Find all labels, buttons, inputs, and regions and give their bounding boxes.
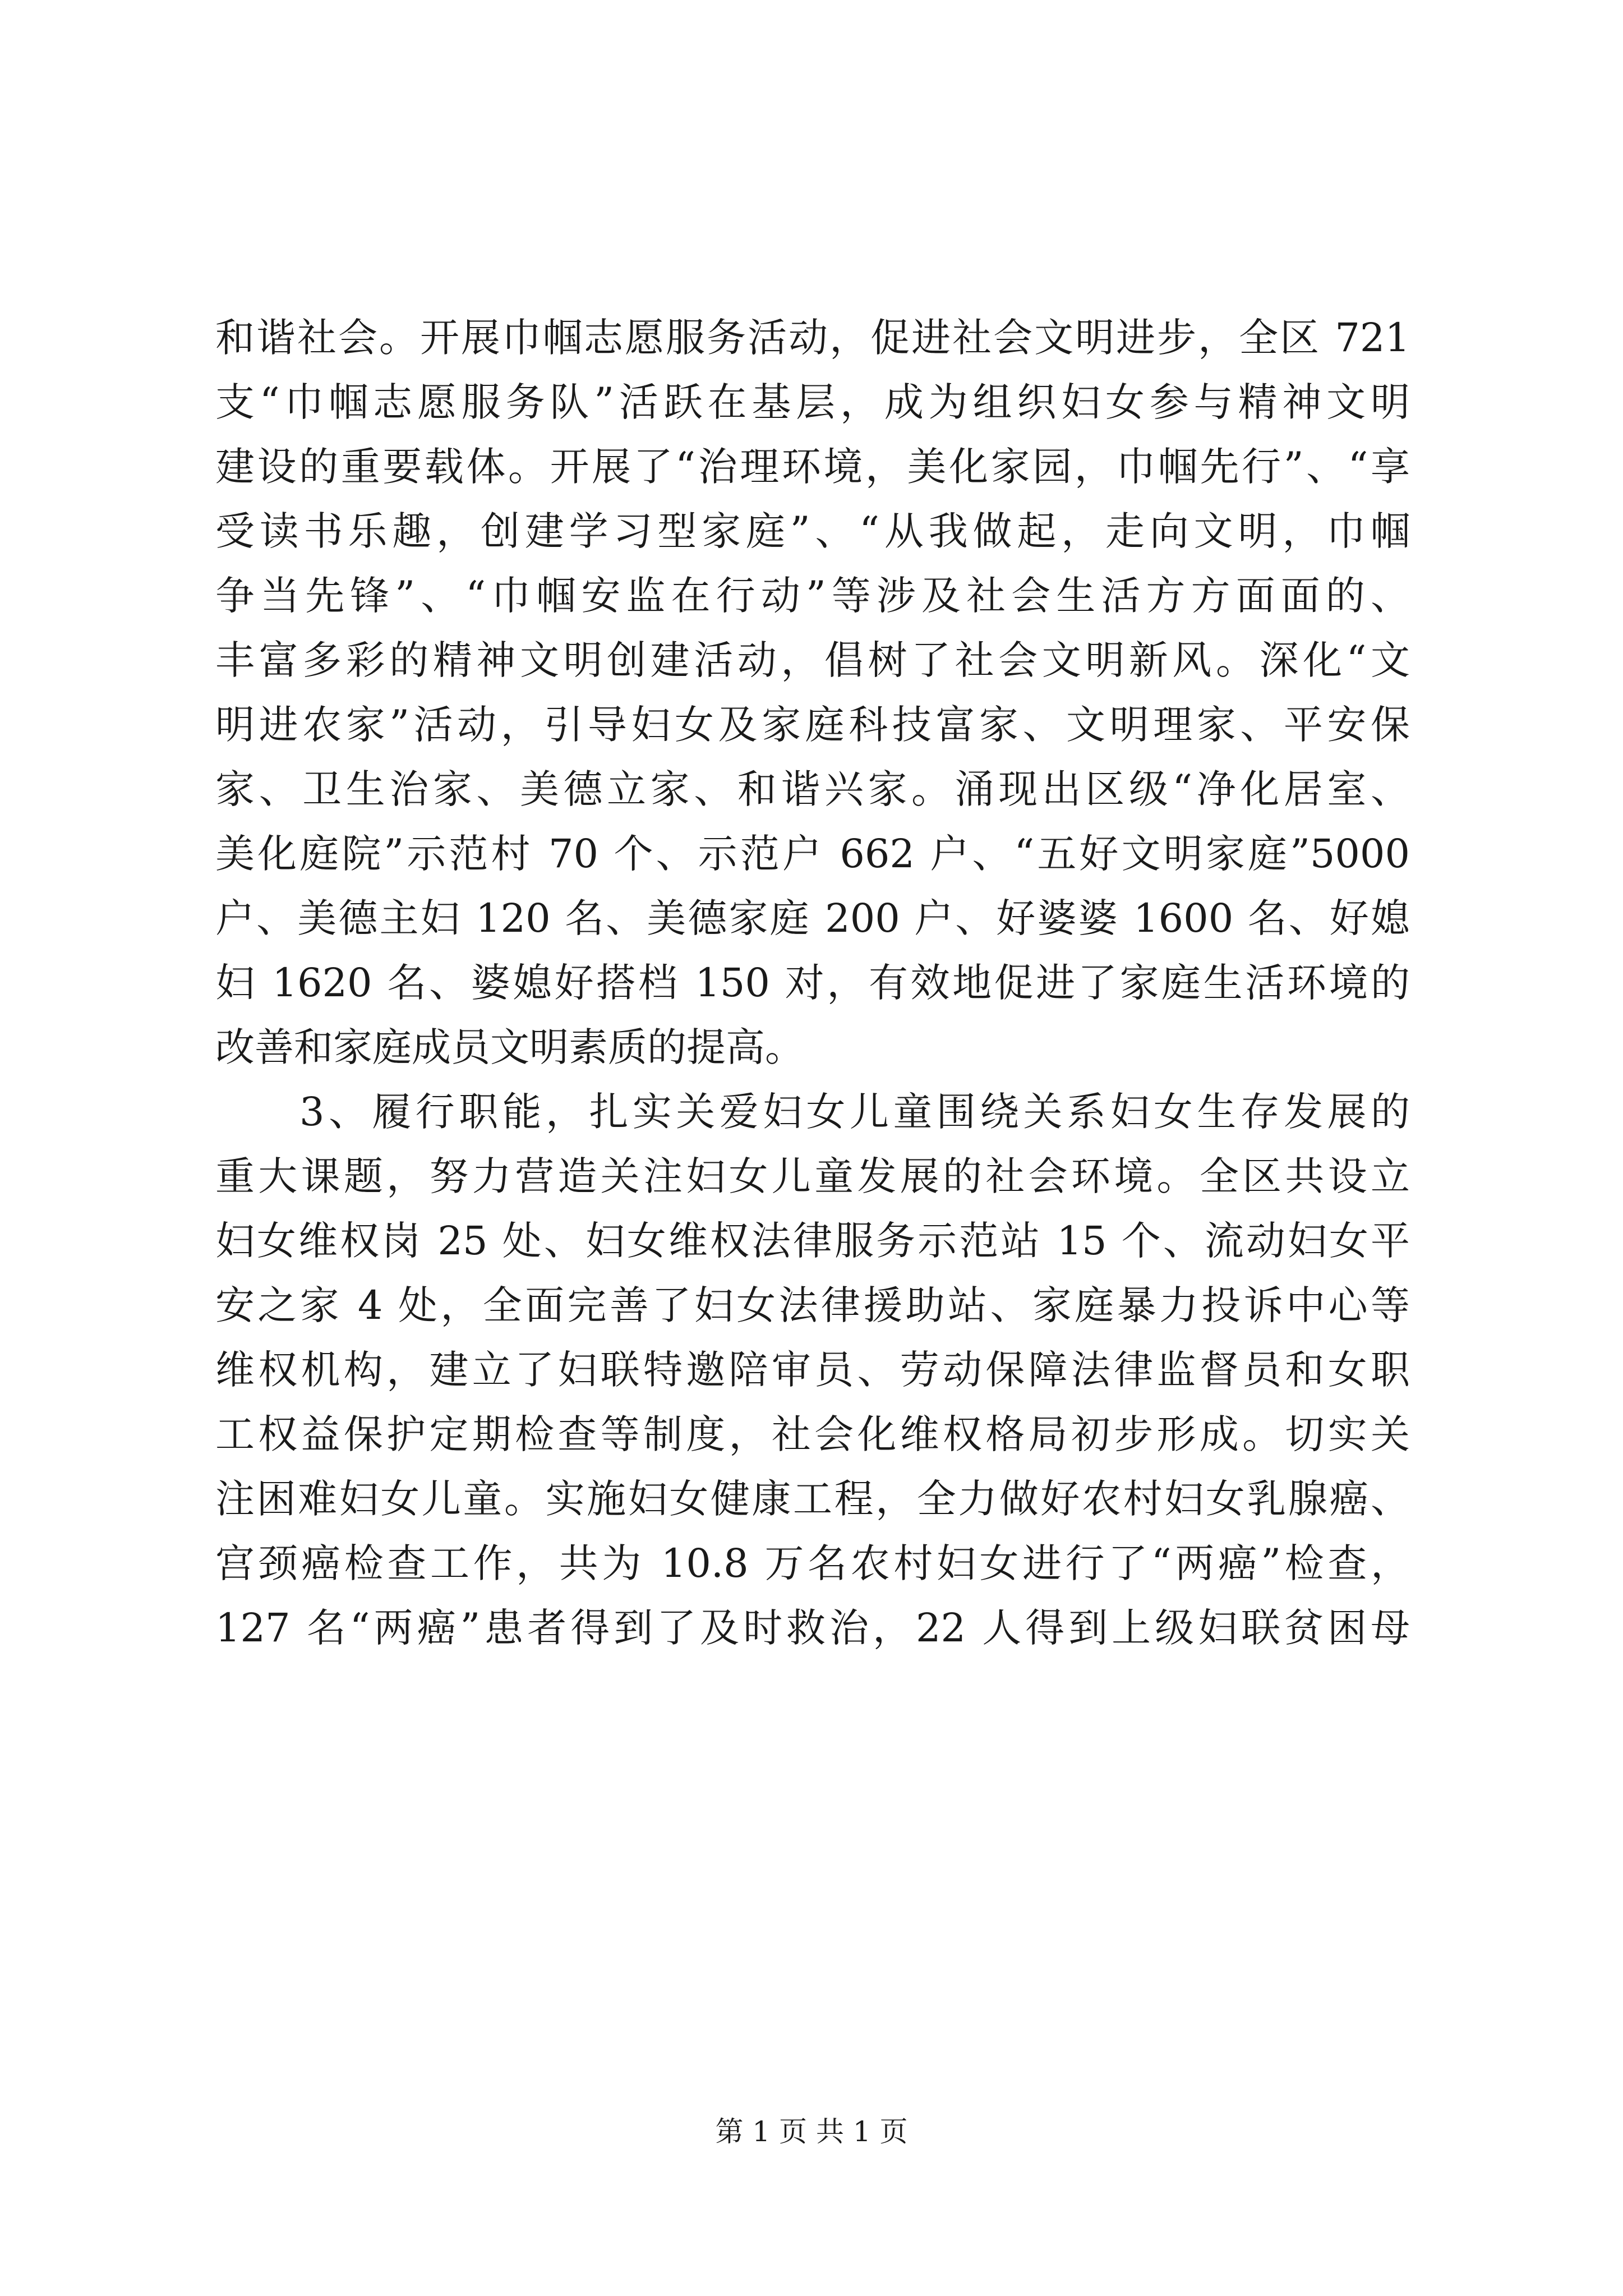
text-line: 妇 1620 名、婆媳好搭档 150 对，有效地促进了家庭生活环境的: [215, 960, 1410, 1006]
body-text: [215, 306, 1410, 1660]
text-line: 妇女维权岗 25 处、妇女维权法律服务示范站 15 个、流动妇女平: [215, 1218, 1410, 1264]
text-line: 支“巾帼志愿服务队”活跃在基层，成为组织妇女参与精神文明: [215, 379, 1410, 425]
text-line: 家、卫生治家、美德立家、和谐兴家。涌现出区级“净化居室、: [215, 766, 1410, 812]
text-line: 丰富多彩的精神文明创建活动，倡树了社会文明新风。深化“文: [215, 637, 1410, 683]
text-line: 3、履行职能，扎实关爱妇女儿童围绕关系妇女生存发展的: [299, 1089, 1410, 1135]
page-footer: [0, 2109, 1623, 2150]
text-line: 明进农家”活动，引导妇女及家庭科技富家、文明理家、平安保: [215, 702, 1410, 748]
text-line: 重大课题，努力营造关注妇女儿童发展的社会环境。全区共设立: [215, 1153, 1410, 1199]
text-line: 宫颈癌检查工作，共为 10.8 万名农村妇女进行了“两癌”检查，: [215, 1540, 1410, 1586]
text-line: 争当先锋”、“巾帼安监在行动”等涉及社会生活方方面面的、: [215, 573, 1410, 619]
text-line: 美化庭院”示范村 70 个、示范户 662 户、“五好文明家庭”5000: [215, 831, 1410, 877]
text-line: 建设的重要载体。开展了“治理环境，美化家园，巾帼先行”、“享: [215, 444, 1410, 490]
page-number-label: 第 1 页 共 1 页: [715, 2115, 908, 2148]
text-line: 注困难妇女儿童。实施妇女健康工程，全力做好农村妇女乳腺癌、: [215, 1476, 1410, 1522]
text-line: 受读书乐趣，创建学习型家庭”、“从我做起，走向文明，巾帼: [215, 508, 1410, 554]
text-line: 维权机构，建立了妇联特邀陪审员、劳动保障法律监督员和女职: [215, 1347, 1410, 1393]
text-line: 安之家 4 处，全面完善了妇女法律援助站、家庭暴力投诉中心等: [215, 1282, 1410, 1328]
text-line: 127 名“两癌”患者得到了及时救治，22 人得到上级妇联贫困母: [215, 1605, 1410, 1651]
text-line: 改善和家庭成员文明素质的提高。: [215, 1024, 804, 1070]
text-line: 工权益保护定期检查等制度，社会化维权格局初步形成。切实关: [215, 1411, 1410, 1457]
text-line: 户、美德主妇 120 名、美德家庭 200 户、好婆婆 1600 名、好媳: [215, 895, 1410, 941]
text-line: 和谐社会。开展巾帼志愿服务活动，促进社会文明进步，全区 721: [215, 315, 1410, 361]
